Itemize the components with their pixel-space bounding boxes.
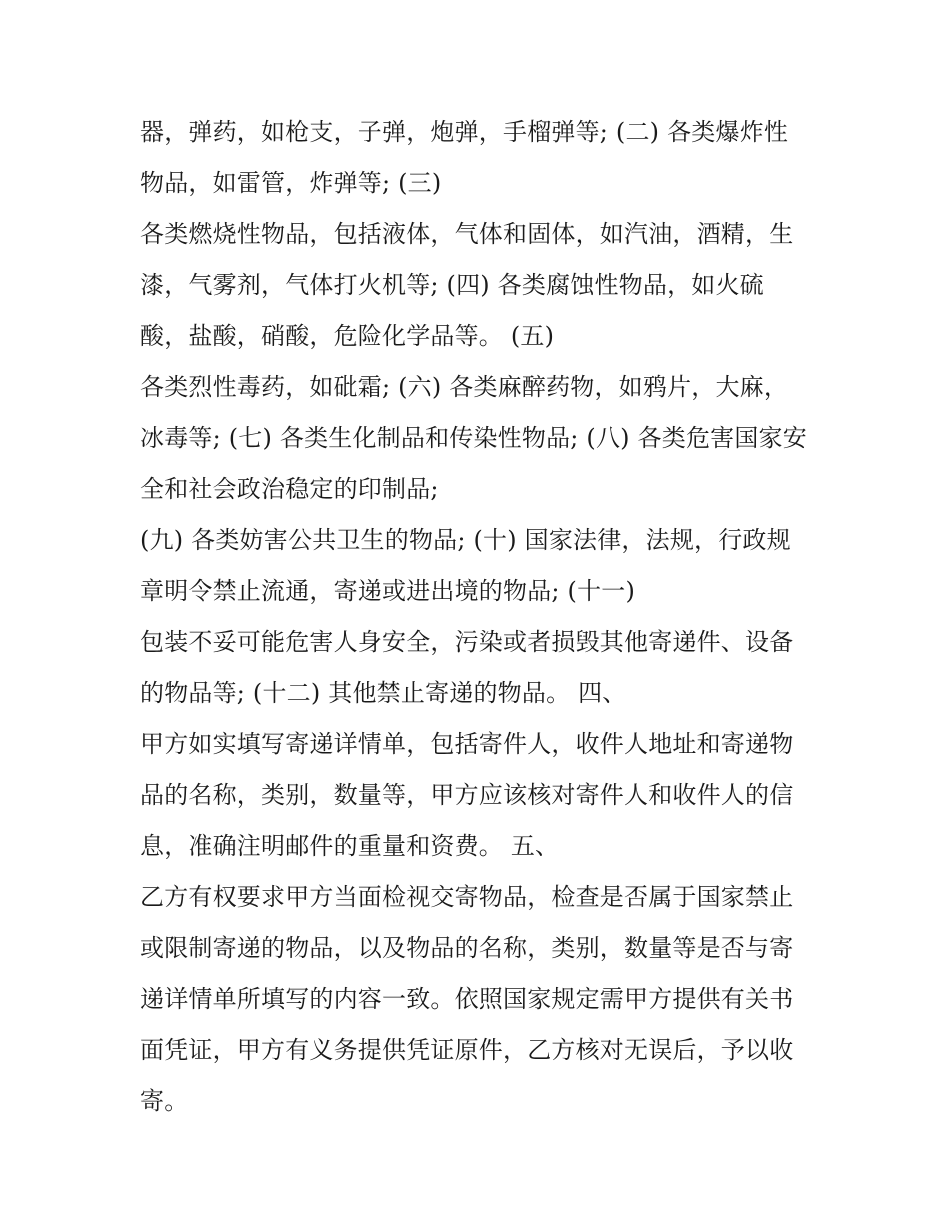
document-body [140, 107, 830, 1127]
text-line: 寄。 [140, 1087, 189, 1115]
text-line: 递详情单所填写的内容一致。依照国家规定需甲方提供有关书 [140, 985, 794, 1013]
text-line: 酸，盐酸，硝酸，危险化学品等。 (五) [140, 322, 555, 350]
text-line: 章明令禁止流通，寄递或进出境的物品; (十一) [140, 577, 636, 605]
text-line: 各类烈性毒药，如砒霜; (六) 各类麻醉药物，如鸦片，大麻， [140, 373, 789, 401]
text-line: 甲方如实填写寄递详情单，包括寄件人，收件人地址和寄递物 [140, 730, 794, 758]
text-line: 包装不妥可能危害人身安全，污染或者损毁其他寄递件、设备 [140, 628, 794, 656]
text-line: 或限制寄递的物品，以及物品的名称，类别，数量等是否与寄 [140, 934, 794, 962]
text-line: 漆，气雾剂，气体打火机等; (四) 各类腐蚀性物品，如火硫 [140, 271, 764, 299]
text-line: 的物品等; (十二) 其他禁止寄递的物品。 四、 [140, 679, 627, 707]
text-line: 物品，如雷管，炸弹等; (三) [140, 169, 442, 197]
text-line: 面凭证，甲方有义务提供凭证原件，乙方核对无误后，予以收 [140, 1036, 794, 1064]
text-line: 全和社会政治稳定的印制品; [140, 475, 439, 503]
text-line: 品的名称，类别，数量等，甲方应该核对寄件人和收件人的信 [140, 781, 794, 809]
text-line: 各类燃烧性物品，包括液体，气体和固体，如汽油，酒精，生 [140, 220, 794, 248]
text-line: 器，弹药，如枪支，子弹，炮弹，手榴弹等; (二) 各类爆炸性 [140, 118, 789, 146]
text-line: 息，准确注明邮件的重量和资费。 五、 [140, 832, 560, 860]
text-line: 冰毒等; (七) 各类生化制品和传染性物品; (八) 各类危害国家安 [140, 424, 807, 452]
text-line: (九) 各类妨害公共卫生的物品; (十) 国家法律，法规，行政规 [140, 526, 791, 554]
text-line: 乙方有权要求甲方当面检视交寄物品，检查是否属于国家禁止 [140, 883, 794, 911]
